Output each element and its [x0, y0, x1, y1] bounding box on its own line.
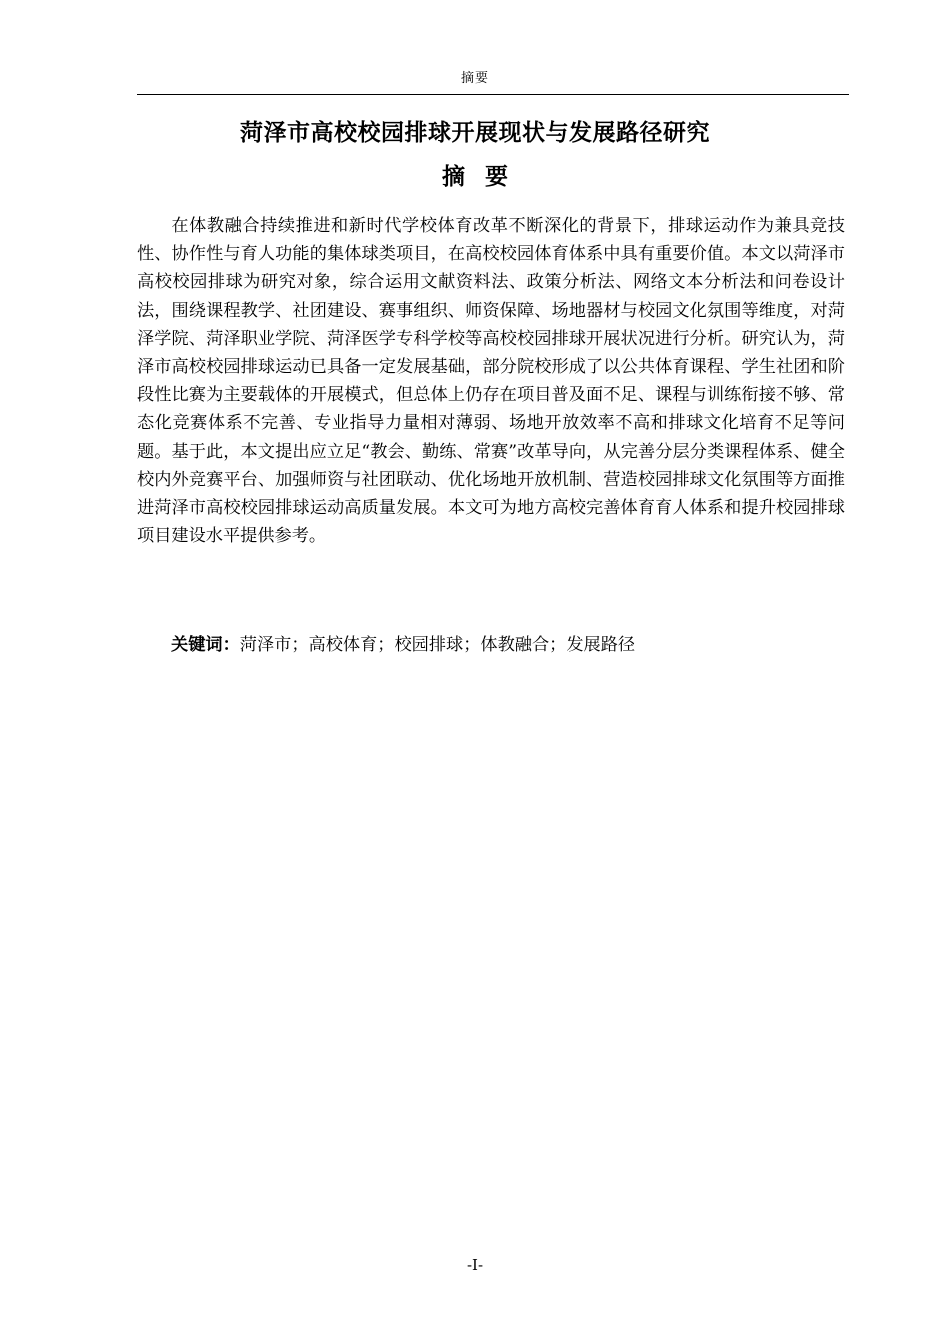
- abstract-body: 在体教融合持续推进和新时代学校体育改革不断深化的背景下，排球运动作为兼具竞技性、协作性与育人功能的集体球类项目，在高校校园体育体系中具有重要价值。本文以菏泽市高校校园排球为研究对象，综合运用文献资料法、政策分析法、网络文本分析法和问卷设计法，围绕课程教学、社团建设、赛事组织、师资保障、场地器材与校园文化氛围等维度，对菏泽学院、菏泽职业学院、菏泽医学专科学校等高校校园排球开展状况进行分析。研究认为，菏泽市高校校园排球运动已具备一定发展基础，部分院校形成了以公共体育课程、学生社团和阶段性比赛为主要载体的开展模式，但总体上仍存在项目普及面不足、课程与训练衔接不够、常态化竞赛体系不完善、专业指导力量相对薄弱、场地开放效率不高和排球文化培育不足等问题。基于此，本文提出应立足“教会、勤练、常赛”改革导向，从完善分层分类课程体系、健全校内外竞赛平台、加强师资与社团联动、优化场地开放机制、营造校园排球文化氛围等方面推进菏泽市高校校园排球运动高质量发展。本文可为地方高校完善体育育人体系和提升校园排球项目建设水平提供参考。: [137, 216, 845, 547]
- abstract-heading: 摘要: [442, 164, 528, 190]
- keywords-label: 关键词：: [171, 635, 240, 655]
- page-number: -I-: [466, 1256, 484, 1274]
- header-rule: [137, 94, 849, 95]
- keywords-line: [171, 631, 845, 659]
- paper-title: 菏泽市高校校园排球开展现状与发展路径研究: [240, 120, 710, 146]
- running-header: 摘要: [460, 71, 489, 86]
- keywords-text: 菏泽市；高校体育；校园排球；体教融合；发展路径: [239, 635, 636, 655]
